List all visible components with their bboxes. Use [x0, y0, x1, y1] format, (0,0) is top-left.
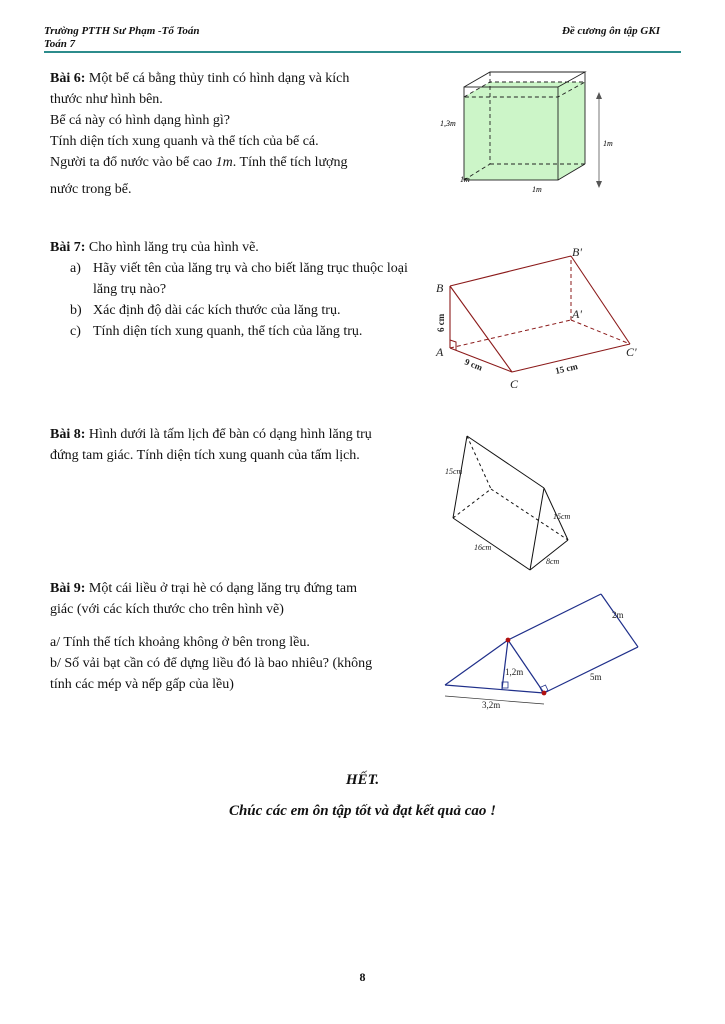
bai8-line2: đứng tam giác. Tính diện tích xung quanh của tấm lịch. [50, 448, 360, 463]
arrow-head-up [596, 92, 602, 99]
tent-slant-label: 2m [612, 610, 624, 620]
tent-ridge [508, 594, 601, 640]
bai7-text [50, 237, 428, 342]
bai9-line4: b/ Số vải bạt cần có để dựng liều đó là bao nhiêu? (không [50, 656, 373, 671]
prism-edge-BB2 [450, 256, 571, 286]
aquarium-water-side [558, 82, 585, 180]
prism-hidden-A2C2 [571, 320, 630, 344]
bai7-item-c [50, 321, 428, 342]
bai8-label: Bài 8: [50, 427, 86, 442]
bai6-line4: Tính diện tích xung quanh và thể tích của bể cá. [50, 134, 319, 149]
prism-length-label: 15 cm [554, 361, 579, 376]
tent-corner-dot [542, 691, 547, 696]
prism-label-A2: A' [572, 307, 582, 321]
prism-label-C2: C' [626, 345, 637, 359]
tent-bottom-right [544, 647, 638, 693]
bai8-text [50, 424, 430, 466]
tent-length-label: 5m [590, 672, 602, 682]
header-doc-title: Đề cương ôn tập GKI [561, 25, 660, 37]
bai7-item-a-label: a) [70, 261, 81, 276]
bai6-line5a: Người ta đổ nước vào bể cao [50, 155, 216, 170]
bai6-label: Bài 6: [50, 71, 86, 86]
aquarium-water-front [464, 97, 558, 180]
header-school: Trường PTTH Sư Phạm -Tổ Toán [44, 25, 200, 37]
aquarium-length-label: 1m [532, 185, 542, 194]
tent-apex-dot [506, 638, 511, 643]
calendar-right-edge-label: 15cm [553, 512, 571, 521]
aquarium-water-label: 1m [603, 139, 613, 148]
bai7-item-b [50, 300, 428, 321]
calendar-edge-front [530, 488, 544, 570]
calendar-hidden-back [453, 489, 491, 518]
prism-hidden-AA2 [450, 320, 571, 348]
arrow-head-down [596, 181, 602, 188]
bai9-text [50, 578, 430, 695]
tent-height-label: 1,2m [505, 667, 524, 677]
calendar-edge-top-left [453, 436, 467, 518]
prism-height-label: 6 cm [436, 313, 446, 332]
bai6-line6: nước trong bể. [50, 182, 132, 197]
bai9-line2: giác (với các kích thước cho trên hình vẽ) [50, 602, 284, 617]
header-subject: Toán 7 [44, 38, 76, 50]
prism-label-B: B [436, 281, 444, 295]
aquarium-width-label: 1m [460, 175, 470, 184]
end-title: HẾT. [345, 772, 380, 788]
prism-label-A: A [436, 345, 444, 359]
bai9-label: Bài 9: [50, 581, 86, 596]
header-rule [44, 51, 681, 53]
prism-base-label: 9 cm [463, 356, 484, 373]
bai9-tent-figure [440, 590, 640, 715]
page-number: 8 [359, 970, 366, 984]
bai6-line5c: . Tính thể tích lượng [232, 155, 348, 170]
tent-front-base [445, 685, 544, 693]
tent-base-label: 3,2m [482, 700, 501, 710]
calendar-length-label: 16cm [474, 543, 492, 552]
calendar-left-edge-label: 15cm [445, 467, 463, 476]
bai9-line3: a/ Tính thể tích khoảng không ở bên trong lều. [50, 635, 310, 650]
bai6-aquarium-figure [430, 62, 630, 202]
bai7-item-a [50, 258, 428, 300]
bai6-line2: thước như hình bên. [50, 92, 163, 107]
bai6-line3: Bể cá này có hình dạng hình gì? [50, 113, 231, 128]
prism-edge-BC [450, 286, 512, 372]
prism-edge-B2C2 [571, 256, 630, 344]
bai7-label: Bài 7: [50, 240, 86, 255]
bai9-line1: Một cái liều ở trại hè có dạng lăng trụ đứng tam [85, 581, 357, 596]
aquarium-height-label: 1,3m [440, 119, 456, 128]
bai7-intro: Cho hình lăng trụ của hình vẽ. [85, 240, 259, 255]
bai7-item-c-text: Tính diện tích xung quanh, thể tích của lăng trụ. [93, 324, 363, 339]
bai9-line5: tính các mép và nếp gấp của lều) [50, 677, 234, 692]
bai7-list [50, 258, 428, 342]
tent-front-left-slant [445, 640, 508, 685]
bai8-line1: Hình dưới là tấm lịch để bàn có dạng hình lăng trụ [85, 427, 372, 442]
bai6-text [50, 68, 430, 200]
bai6-line5b: 1m [215, 155, 233, 170]
calendar-base-label: 8cm [546, 557, 560, 566]
bai6-line1: Một bể cá bằng thủy tinh có hình dạng và kích [85, 71, 350, 86]
calendar-edge-bottom-left [453, 518, 530, 570]
bai7-item-b-text: Xác định độ dài các kích thước của lăng trụ. [93, 303, 341, 318]
bai7-item-c-label: c) [70, 324, 81, 339]
end-wish: Chúc các em ôn tập tốt và đạt kết quả cao ! [228, 803, 497, 819]
prism-label-C: C [510, 377, 519, 391]
bai7-item-a-text: Hãy viết tên của lăng trụ và cho biết lăng trục thuộc loại lăng trụ nào? [93, 261, 408, 297]
bai8-calendar-figure [440, 430, 590, 572]
prism-label-B2: B' [572, 245, 582, 259]
tent-back-right-slant [601, 594, 638, 647]
calendar-edge-top-right [467, 436, 544, 488]
bai7-prism-figure [430, 240, 645, 400]
bai7-item-b-label: b) [70, 303, 82, 318]
